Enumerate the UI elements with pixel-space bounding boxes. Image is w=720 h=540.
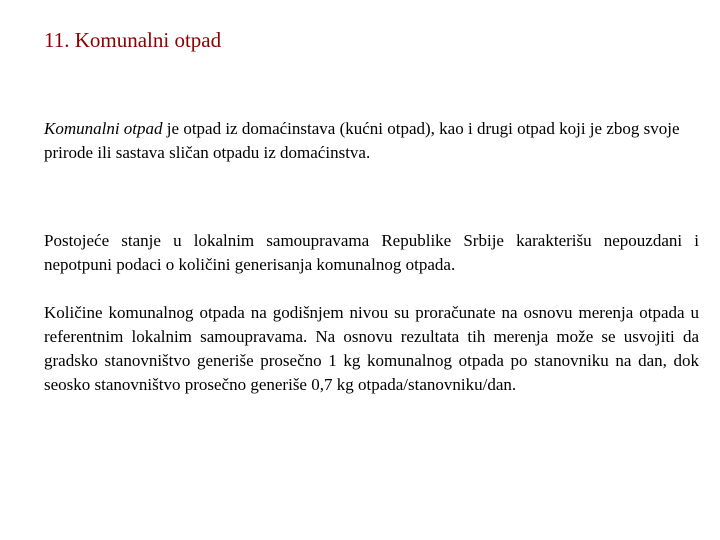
definition-text: je otpad iz domaćinstava (kućni otpad), kao i drugi otpad koji je zbog svoje prirode ili sastava sličan otpadu iz domaćinstva. <box>44 119 680 162</box>
current-state-paragraph: Postojeće stanje u lokalnim samoupravama Republike Srbije karakterišu nepouzdani i nepotpuni podaci o količini generisanja komunalnog otpada. <box>44 231 699 274</box>
waste-quantities-paragraph: Količine komunalnog otpada na godišnjem nivou su proračunate na osnovu merenja otpada u referentnim lokalnim samoupravama. Na osnovu rezultata tih merenja može se usvojiti da gradsko stanovništvo generiše prosečno 1 kg komunalnog otpada po stanovniku na dan, dok seosko stanovništvo prosečno generiše 0,7 kg otpada/stanovniku/dan. <box>44 303 699 394</box>
definition-paragraph <box>44 117 699 165</box>
page-title: 11. Komunalni otpad <box>44 28 222 52</box>
definition-term: Komunalni otpad <box>44 119 163 138</box>
